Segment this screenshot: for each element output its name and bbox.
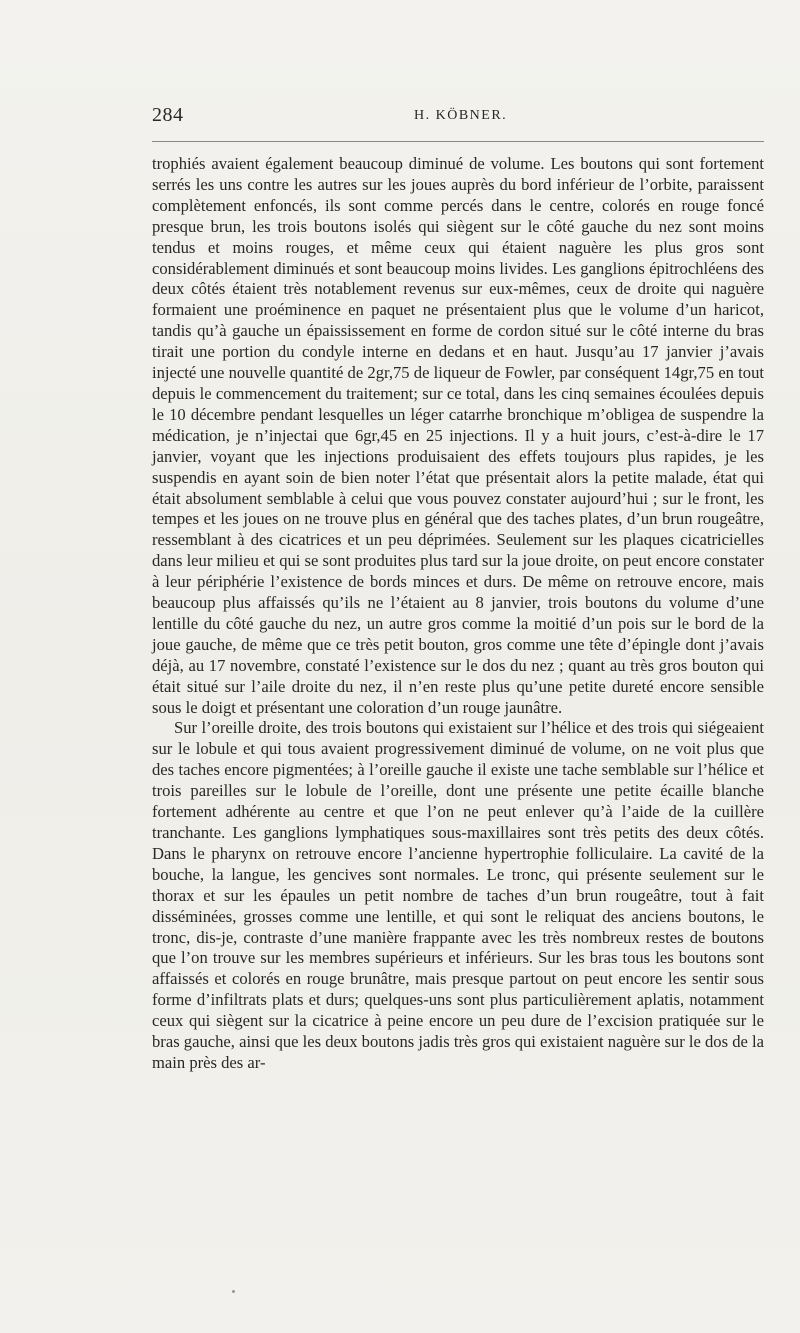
page-number: 284 — [152, 104, 184, 126]
page-header — [152, 104, 764, 132]
header-rule — [152, 141, 764, 142]
paragraph-1: trophiés avaient également beaucoup diminué de volume. Les boutons qui sont fortement serrés les uns contre les autres sur les joues auprès du bord inférieur de l’orbite, paraissent complètement enfoncés, ils sont comme percés dans le centre, colorés en rouge foncé presque brun, les trois boutons isolés qui siègent sur le côté gauche du nez sont moins tendus et moins rouges, et même ceux qui étaient naguère les plus gros sont considérablement diminués et sont beaucoup moins livides. Les ganglions épitrochléens des deux côtés étaient très notablement revenus sur eux-mêmes, ceux de droite qui naguère formaient une proéminence en paquet ne présentaient plus que le volume d’un haricot, tandis qu’à gauche un épaississement en forme de cordon situé sur le côté interne du bras tirait une portion du condyle interne en dedans et en haut. Jusqu’au 17 janvier j’avais injecté une nouvelle quantité de 2gr,75 de liqueur de Fowler, par conséquent 14gr,75 en tout depuis le commencement du traitement; sur ce total, dans les cinq semaines écoulées depuis le 10 décembre pendant lesquelles un léger catarrhe bronchique m’obligea de suspendre la médication, je n’injectai que 6gr,45 en 25 injections. Il y a huit jours, c’est-à-dire le 17 janvier, voyant que les injections produisaient des effets toujours plus rapides, je les suspendis en ayant soin de bien noter l’état que présentait alors la petite malade, état qui était absolument semblable à celui que vous pouvez constater aujourd’hui ; sur le front, les tempes et les joues on ne trouve plus en général que des taches plates, d’un brun rougeâtre, ressemblant à des cicatrices et un peu déprimées. Seulement sur les plaques cicatricielles dans leur milieu et qui se sont produites plus tard sur la joue droite, on peut encore constater à leur périphérie l’existence de bords minces et durs. De même on retrouve encore, mais beaucoup plus affaissés qu’ils ne l’étaient au 8 janvier, trois boutons du volume d’une lentille du côté gauche du nez, un autre gros comme la moitié d’un pois sur le bord de la joue gauche, de même que ce très petit bouton, gros comme une tête d’épingle dont j’avais déjà, au 17 novembre, constaté l’existence sur le dos du nez ; quant au très gros bouton qui était situé sur l’aile droite du nez, il n’en reste plus qu’une petite dureté encore sensible sous le doigt et présentant une coloration d’un rouge jaunâtre. — [152, 154, 764, 717]
running-head: H. KÖBNER. — [414, 108, 508, 123]
paragraph-2: Sur l’oreille droite, des trois boutons qui existaient sur l’hélice et des trois qui siégeaient sur le lobule et qui tous avaient progressivement diminué de volume, on ne voit plus que des taches encore pigmentées; à l’oreille gauche il existe une tache semblable sur l’hélice et trois pareilles sur le lobule de l’oreille, dont une présente une petite écaille blanche fortement adhérente au centre et que l’on ne peut enlever qu’à l’aide de la cuillère tranchante. Les ganglions lymphatiques sous-maxillaires sont très petits des deux côtés. Dans le pharynx on retrouve encore l’ancienne hypertrophie folliculaire. La cavité de la bouche, la langue, les gencives sont normales. Le tronc, qui présente seulement sur le thorax et sur les épaules un petit nombre de taches d’un brun rougeâtre, tout à fait disséminées, grosses comme une lentille, et qui sont le reliquat des anciens boutons, le tronc, dis-je, contraste d’une manière frappante avec les très nombreux restes de boutons que l’on trouve sur les membres supérieurs et inférieurs. Sur les bras tous les boutons sont affaissés et colorés en rouge brunâtre, mais presque partout on peut encore les sentir sous forme d’infiltrats plats et durs; quelques-uns sont plus particulièrement aplatis, notamment ceux qui siègent sur la cicatrice à peine encore un peu dure de l’excision pratiquée sur le bras gauche, ainsi que les deux boutons jadis très gros qui existaient naguère sur le dos de la main près des ar- — [152, 718, 764, 1072]
paper-speck — [232, 1290, 235, 1293]
body-text — [152, 154, 764, 1074]
